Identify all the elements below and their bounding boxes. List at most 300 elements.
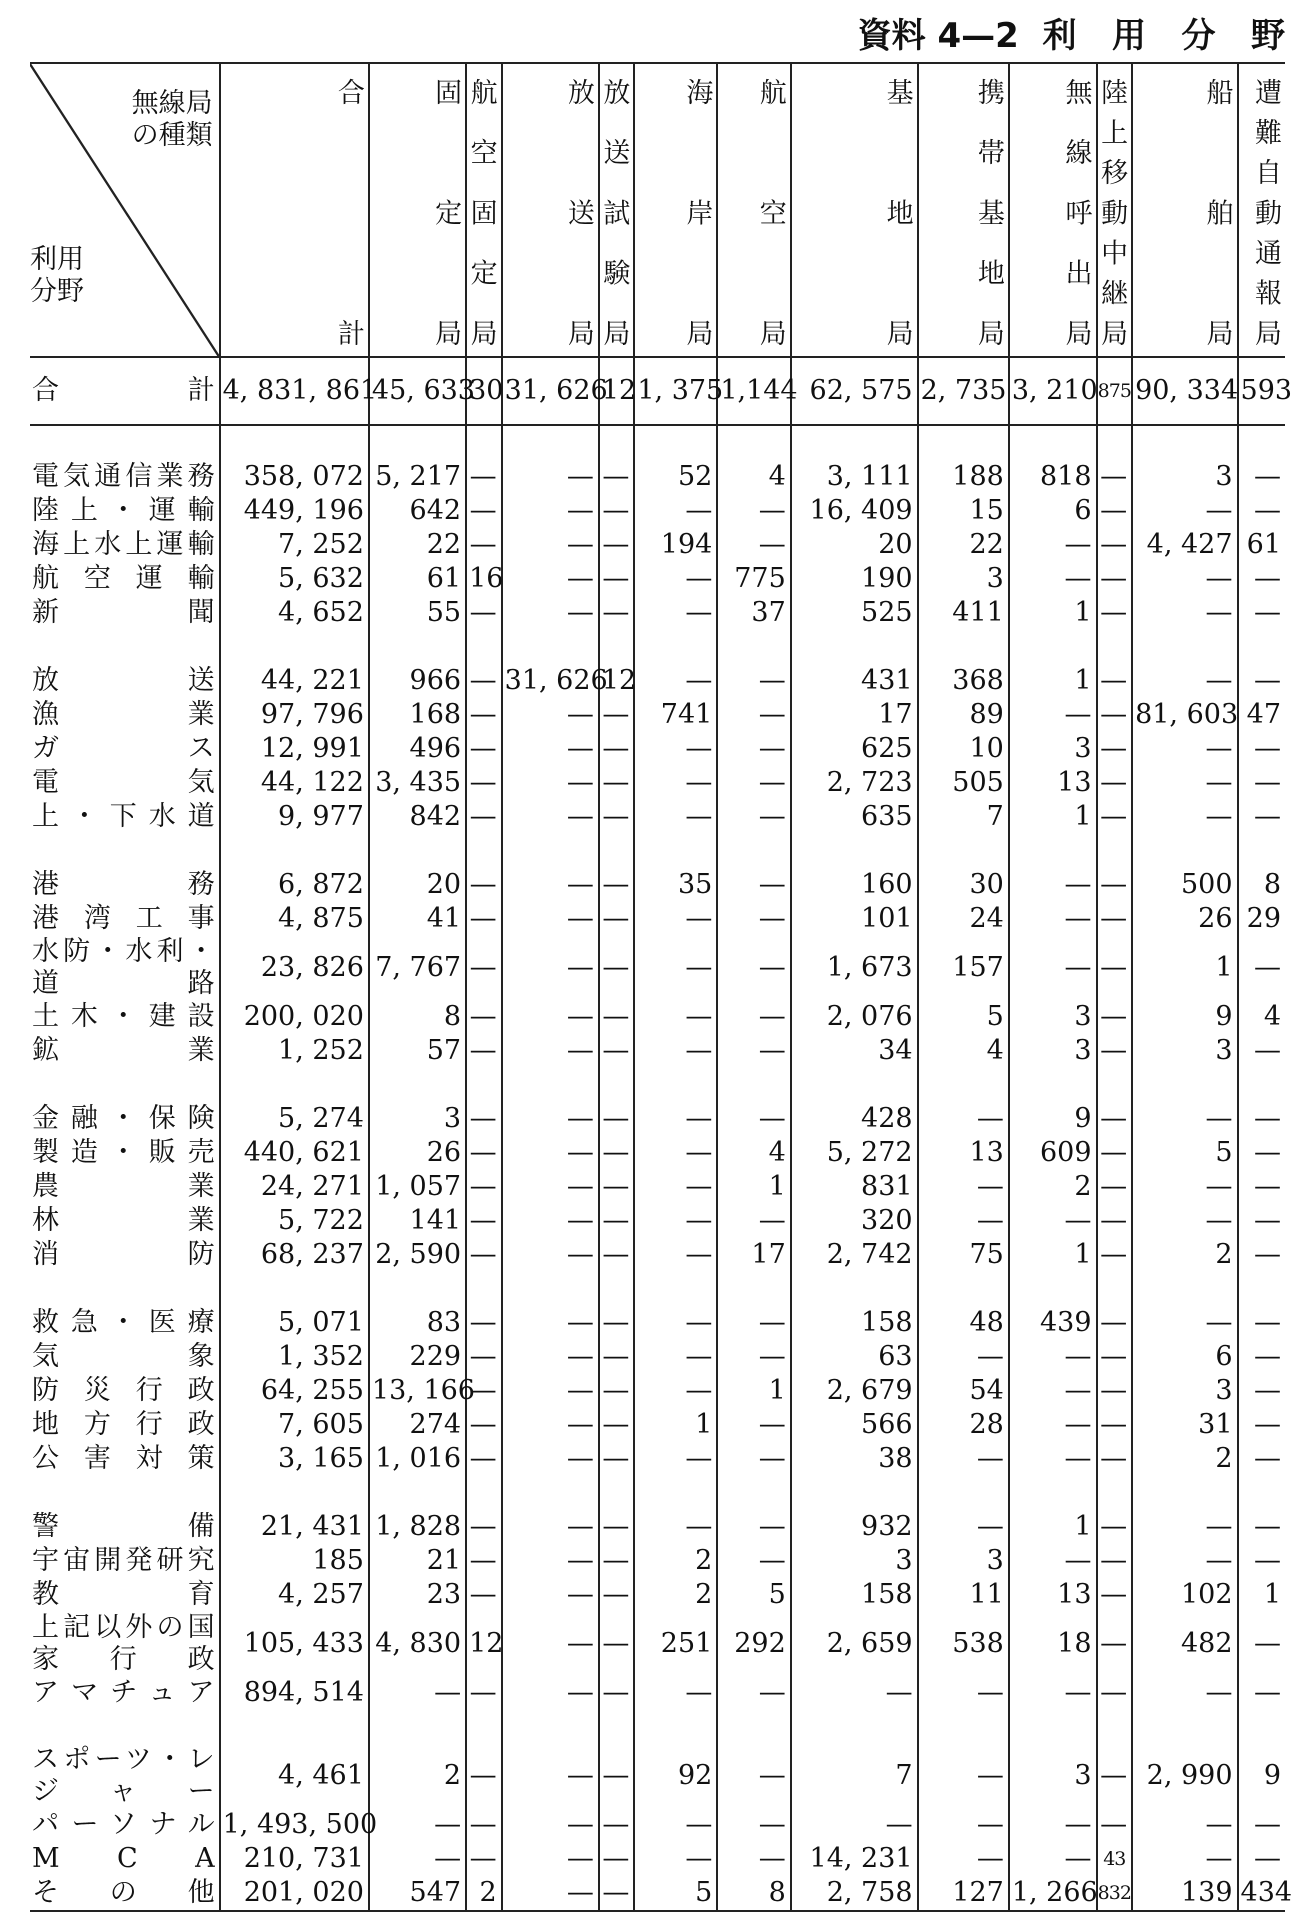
column-header: 陸上移動中継局 — [1097, 63, 1133, 357]
spacer-cell — [1097, 425, 1133, 460]
value-cell: — — [502, 1744, 599, 1808]
spacer-cell — [369, 425, 466, 460]
value-cell: — — [502, 1000, 599, 1034]
value-cell: — — [369, 1842, 466, 1876]
value-cell: — — [1238, 936, 1285, 1000]
value-cell: 3 — [1009, 1744, 1097, 1808]
column-header: 基 地 局 — [791, 63, 918, 357]
value-cell: — — [634, 596, 717, 630]
value-cell: 41 — [369, 902, 466, 936]
value-cell: 5, 217 — [369, 460, 466, 494]
value-cell: 4 — [918, 1034, 1009, 1068]
value-cell: — — [1097, 460, 1133, 494]
table-row — [30, 1442, 1285, 1476]
value-cell: — — [502, 1102, 599, 1136]
spacer-cell — [369, 1272, 466, 1306]
value-cell: — — [1132, 732, 1237, 766]
value-cell: 1 — [1132, 936, 1237, 1000]
spacer-cell — [30, 1476, 220, 1510]
value-cell: 1 — [717, 1170, 790, 1204]
value-cell: — — [599, 596, 635, 630]
value-cell: 31, 626 — [502, 664, 599, 698]
value-cell: 251 — [634, 1612, 717, 1676]
value-cell: — — [918, 1510, 1009, 1544]
spacer-cell — [791, 1710, 918, 1744]
value-cell: — — [1132, 766, 1237, 800]
value-cell: — — [791, 1808, 918, 1842]
spacer-cell — [918, 1068, 1009, 1102]
value-cell: — — [1009, 936, 1097, 1000]
value-cell: 4 — [717, 460, 790, 494]
value-cell: — — [599, 868, 635, 902]
value-cell: — — [466, 1000, 502, 1034]
group-spacer — [30, 1476, 1285, 1510]
value-cell: — — [1238, 562, 1285, 596]
value-cell: 158 — [791, 1306, 918, 1340]
value-cell: — — [717, 1102, 790, 1136]
table-row — [30, 1612, 1285, 1676]
value-cell: 482 — [1132, 1612, 1237, 1676]
value-cell: 1,144 — [717, 357, 790, 425]
value-cell: 2 — [634, 1544, 717, 1578]
value-cell: 3 — [369, 1102, 466, 1136]
value-cell: — — [466, 1034, 502, 1068]
row-label: 消 防 — [32, 1239, 215, 1270]
value-cell: — — [599, 1510, 635, 1544]
table-row — [30, 902, 1285, 936]
row-label: スポーツ・レジャー — [32, 1744, 215, 1807]
value-cell: — — [1097, 562, 1133, 596]
value-cell: 547 — [369, 1876, 466, 1911]
value-cell: — — [466, 1442, 502, 1476]
value-cell: 5 — [634, 1876, 717, 1911]
value-cell: — — [1097, 1238, 1133, 1272]
value-cell: 6 — [1132, 1340, 1237, 1374]
spacer-cell — [634, 425, 717, 460]
value-cell: — — [502, 460, 599, 494]
value-cell: 9 — [1132, 1000, 1237, 1034]
spacer-cell — [1009, 630, 1097, 664]
value-cell: — — [1097, 1676, 1133, 1710]
value-cell: — — [634, 1510, 717, 1544]
value-cell: — — [466, 1676, 502, 1710]
spacer-cell — [369, 834, 466, 868]
value-cell: — — [634, 1676, 717, 1710]
spacer-cell — [717, 1068, 790, 1102]
value-cell: 1, 375 — [634, 357, 717, 425]
value-cell: 8 — [369, 1000, 466, 1034]
value-cell: 21 — [369, 1544, 466, 1578]
value-cell: — — [502, 936, 599, 1000]
spacer-cell — [1132, 834, 1237, 868]
spacer-cell — [1097, 630, 1133, 664]
value-cell: — — [502, 1612, 599, 1676]
value-cell: — — [466, 1238, 502, 1272]
spacer-cell — [1132, 1068, 1237, 1102]
value-cell: 1 — [1009, 1238, 1097, 1272]
value-cell: 4, 461 — [220, 1744, 369, 1808]
value-cell: — — [502, 1578, 599, 1612]
column-header: 放送試験局 — [599, 63, 635, 357]
spacer-cell — [220, 1272, 369, 1306]
spacer-cell — [466, 630, 502, 664]
value-cell: 505 — [918, 766, 1009, 800]
value-cell: — — [466, 1510, 502, 1544]
value-cell: — — [717, 1442, 790, 1476]
spacer-cell — [918, 1476, 1009, 1510]
value-cell: — — [717, 1744, 790, 1808]
value-cell: 2 — [466, 1876, 502, 1911]
value-cell: 7, 252 — [220, 528, 369, 562]
value-cell: — — [1009, 1544, 1097, 1578]
value-cell: — — [599, 562, 635, 596]
value-cell: — — [634, 1442, 717, 1476]
value-cell: — — [369, 1676, 466, 1710]
value-cell: — — [599, 1544, 635, 1578]
spacer-cell — [717, 425, 790, 460]
value-cell: — — [466, 1808, 502, 1842]
value-cell: — — [599, 1442, 635, 1476]
value-cell: — — [599, 528, 635, 562]
table-row — [30, 1578, 1285, 1612]
value-cell: 5 — [717, 1578, 790, 1612]
value-cell: — — [634, 1842, 717, 1876]
value-cell: — — [599, 1136, 635, 1170]
spacer-cell — [502, 1272, 599, 1306]
value-cell: — — [1132, 494, 1237, 528]
value-cell: 127 — [918, 1876, 1009, 1911]
spacer-cell — [918, 630, 1009, 664]
value-cell: — — [1238, 494, 1285, 528]
table-row — [30, 1808, 1285, 1842]
spacer-cell — [717, 1476, 790, 1510]
value-cell: 12 — [599, 664, 635, 698]
value-cell: — — [634, 1238, 717, 1272]
row-label: 警 備 — [32, 1511, 215, 1542]
value-cell: — — [466, 902, 502, 936]
value-cell: — — [634, 902, 717, 936]
table-row — [30, 1136, 1285, 1170]
value-cell: 4, 831, 861 — [220, 357, 369, 425]
value-cell: — — [1097, 1170, 1133, 1204]
value-cell: 2, 723 — [791, 766, 918, 800]
value-cell: 7, 767 — [369, 936, 466, 1000]
value-cell: — — [1009, 1676, 1097, 1710]
spacer-cell — [599, 1710, 635, 1744]
value-cell: — — [1009, 1340, 1097, 1374]
value-cell: — — [502, 868, 599, 902]
value-cell: 741 — [634, 698, 717, 732]
value-cell: 83 — [369, 1306, 466, 1340]
value-cell: 160 — [791, 868, 918, 902]
column-header: 携帯基地局 — [918, 63, 1009, 357]
value-cell: — — [599, 1204, 635, 1238]
spacer-cell — [599, 834, 635, 868]
value-cell: — — [1238, 1170, 1285, 1204]
spacer-cell — [1097, 1272, 1133, 1306]
value-cell: — — [466, 596, 502, 630]
value-cell: — — [466, 1340, 502, 1374]
value-cell: — — [1097, 1000, 1133, 1034]
value-cell: — — [717, 1808, 790, 1842]
value-cell: 3 — [1009, 1034, 1097, 1068]
value-cell: 1 — [1009, 596, 1097, 630]
value-cell: — — [1238, 1340, 1285, 1374]
value-cell: — — [1097, 936, 1133, 1000]
value-cell: — — [466, 1170, 502, 1204]
value-cell: 525 — [791, 596, 918, 630]
value-cell: 54 — [918, 1374, 1009, 1408]
spacer-cell — [634, 834, 717, 868]
value-cell: — — [1238, 1306, 1285, 1340]
value-cell: — — [634, 1340, 717, 1374]
spacer-cell — [1238, 425, 1285, 460]
spacer-cell — [717, 630, 790, 664]
spacer-cell — [599, 425, 635, 460]
value-cell: — — [502, 1374, 599, 1408]
value-cell: 7 — [918, 800, 1009, 834]
value-cell: — — [1238, 1808, 1285, 1842]
value-cell: — — [1097, 868, 1133, 902]
column-header: 放 送 局 — [502, 63, 599, 357]
value-cell: 2, 590 — [369, 1238, 466, 1272]
value-cell: — — [717, 936, 790, 1000]
value-cell: 22 — [369, 528, 466, 562]
value-cell: — — [634, 1170, 717, 1204]
value-cell: 38 — [791, 1442, 918, 1476]
value-cell: — — [1238, 1204, 1285, 1238]
spacer-cell — [1009, 1272, 1097, 1306]
value-cell: — — [1097, 1034, 1133, 1068]
corner-header — [30, 63, 220, 357]
column-header: 船 舶 局 — [1132, 63, 1237, 357]
value-cell: 30 — [918, 868, 1009, 902]
spacer-cell — [717, 834, 790, 868]
value-cell: — — [1238, 460, 1285, 494]
value-cell: — — [918, 1442, 1009, 1476]
value-cell: — — [1238, 1102, 1285, 1136]
row-label: 鉱 業 — [32, 1035, 215, 1066]
spacer-cell — [918, 1710, 1009, 1744]
value-cell: 439 — [1009, 1306, 1097, 1340]
value-cell: — — [1097, 1744, 1133, 1808]
value-cell: 35 — [634, 868, 717, 902]
value-cell: — — [634, 766, 717, 800]
value-cell: — — [466, 800, 502, 834]
value-cell: — — [1009, 562, 1097, 596]
value-cell: — — [1097, 1510, 1133, 1544]
value-cell: — — [717, 902, 790, 936]
row-label: 合 計 — [30, 357, 220, 425]
value-cell: 26 — [1132, 902, 1237, 936]
row-label: 金融・保険 — [32, 1103, 215, 1134]
value-cell: 2 — [1132, 1442, 1237, 1476]
row-label: 製造・販売 — [32, 1137, 215, 1168]
value-cell: 102 — [1132, 1578, 1237, 1612]
table-row — [30, 1000, 1285, 1034]
row-label: 上・下水道 — [32, 801, 215, 832]
spacer-cell — [30, 1710, 220, 1744]
value-cell: — — [717, 664, 790, 698]
spacer-cell — [466, 1476, 502, 1510]
row-label: 地方行政 — [32, 1409, 215, 1440]
value-cell: — — [466, 732, 502, 766]
group-spacer — [30, 425, 1285, 460]
value-cell: — — [599, 1744, 635, 1808]
value-cell: 12 — [599, 357, 635, 425]
spacer-cell — [1009, 1476, 1097, 1510]
value-cell: — — [502, 1876, 599, 1911]
value-cell: 1, 673 — [791, 936, 918, 1000]
value-cell: 2, 076 — [791, 1000, 918, 1034]
value-cell: — — [918, 1102, 1009, 1136]
value-cell: — — [599, 460, 635, 494]
column-header: 無線呼出局 — [1009, 63, 1097, 357]
value-cell: 593 — [1238, 357, 1285, 425]
spacer-cell — [30, 630, 220, 664]
value-cell: 9, 977 — [220, 800, 369, 834]
spacer-cell — [220, 1068, 369, 1102]
value-cell: — — [1009, 1374, 1097, 1408]
value-cell: — — [1097, 1408, 1133, 1442]
value-cell: 55 — [369, 596, 466, 630]
table-row — [30, 1340, 1285, 1374]
value-cell: 3 — [1132, 1034, 1237, 1068]
value-cell: — — [1097, 732, 1133, 766]
value-cell: 431 — [791, 664, 918, 698]
corner-usage-label: 利用 分野 — [30, 244, 84, 307]
row-label: 新 聞 — [32, 597, 215, 628]
value-cell: 141 — [369, 1204, 466, 1238]
table-row — [30, 596, 1285, 630]
value-cell: — — [502, 562, 599, 596]
column-header: 固 定 局 — [369, 63, 466, 357]
table-row — [30, 664, 1285, 698]
table-row — [30, 1204, 1285, 1238]
value-cell: — — [599, 1102, 635, 1136]
value-cell: 1, 493, 500 — [220, 1808, 369, 1842]
table-row — [30, 800, 1285, 834]
row-label: M C A — [32, 1843, 215, 1874]
value-cell: 775 — [717, 562, 790, 596]
value-cell: 8 — [1238, 868, 1285, 902]
value-cell: — — [1238, 1510, 1285, 1544]
value-cell: — — [1009, 528, 1097, 562]
value-cell: 5 — [1132, 1136, 1237, 1170]
value-cell: 201, 020 — [220, 1876, 369, 1911]
value-cell: 411 — [918, 596, 1009, 630]
value-cell: — — [599, 1842, 635, 1876]
row-label: 港 務 — [32, 869, 215, 900]
spacer-cell — [369, 1476, 466, 1510]
value-cell: — — [717, 1842, 790, 1876]
column-header: 遭難自動通報局 — [1238, 63, 1285, 357]
table-title: 資料 4—2 利 用 分 野 — [857, 16, 1285, 56]
table-row — [30, 1876, 1285, 1911]
value-cell: — — [502, 494, 599, 528]
value-cell: 538 — [918, 1612, 1009, 1676]
value-cell: — — [502, 528, 599, 562]
spacer-cell — [1097, 834, 1133, 868]
table-row — [30, 460, 1285, 494]
column-header: 合 計 — [220, 63, 369, 357]
spacer-cell — [1009, 1068, 1097, 1102]
table-row — [30, 1170, 1285, 1204]
value-cell: — — [1132, 1102, 1237, 1136]
value-cell: 966 — [369, 664, 466, 698]
row-label: 林 業 — [32, 1205, 215, 1236]
value-cell: — — [599, 1408, 635, 1442]
value-cell: 23 — [369, 1578, 466, 1612]
value-cell: 3 — [791, 1544, 918, 1578]
value-cell: 1, 016 — [369, 1442, 466, 1476]
row-label: 水防・水利・道路 — [32, 936, 215, 999]
value-cell: 52 — [634, 460, 717, 494]
value-cell: 8 — [717, 1876, 790, 1911]
spacer-cell — [634, 1068, 717, 1102]
spacer-cell — [634, 630, 717, 664]
value-cell: 7, 605 — [220, 1408, 369, 1442]
value-cell: 31, 626 — [502, 357, 599, 425]
value-cell: — — [599, 1374, 635, 1408]
spacer-cell — [502, 1068, 599, 1102]
value-cell: 3 — [918, 1544, 1009, 1578]
value-cell: 428 — [791, 1102, 918, 1136]
spacer-cell — [1097, 1476, 1133, 1510]
spacer-cell — [599, 1068, 635, 1102]
value-cell: — — [1097, 1612, 1133, 1676]
value-cell: 7 — [791, 1744, 918, 1808]
value-cell: 2 — [1009, 1170, 1097, 1204]
row-label: 港湾工事 — [32, 903, 215, 934]
value-cell: — — [502, 1676, 599, 1710]
row-label: 防災行政 — [32, 1375, 215, 1406]
spacer-cell — [466, 1068, 502, 1102]
value-cell: 894, 514 — [220, 1676, 369, 1710]
value-cell: — — [634, 1102, 717, 1136]
value-cell: — — [791, 1676, 918, 1710]
spacer-cell — [791, 425, 918, 460]
value-cell: — — [918, 1676, 1009, 1710]
value-cell: — — [502, 1170, 599, 1204]
value-cell: — — [599, 1578, 635, 1612]
value-cell: 3 — [1009, 1000, 1097, 1034]
value-cell: 16 — [466, 562, 502, 596]
value-cell: — — [717, 1544, 790, 1578]
row-label: パーソナル — [32, 1809, 215, 1840]
value-cell: 292 — [717, 1612, 790, 1676]
value-cell: 875 — [1097, 357, 1133, 425]
value-cell: — — [918, 1170, 1009, 1204]
spacer-cell — [791, 1476, 918, 1510]
value-cell: — — [1097, 1442, 1133, 1476]
value-cell: — — [466, 1744, 502, 1808]
spacer-cell — [1132, 1476, 1237, 1510]
value-cell: 92 — [634, 1744, 717, 1808]
spacer-cell — [1132, 1272, 1237, 1306]
value-cell: — — [1009, 1408, 1097, 1442]
value-cell: — — [1009, 1204, 1097, 1238]
value-cell: — — [1238, 1442, 1285, 1476]
value-cell: — — [717, 1340, 790, 1374]
spacer-cell — [918, 834, 1009, 868]
value-cell: 449, 196 — [220, 494, 369, 528]
value-cell: 29 — [1238, 902, 1285, 936]
value-cell: — — [466, 528, 502, 562]
value-cell: 2 — [369, 1744, 466, 1808]
value-cell: 64, 255 — [220, 1374, 369, 1408]
radio-station-usage-table — [30, 62, 1293, 1912]
